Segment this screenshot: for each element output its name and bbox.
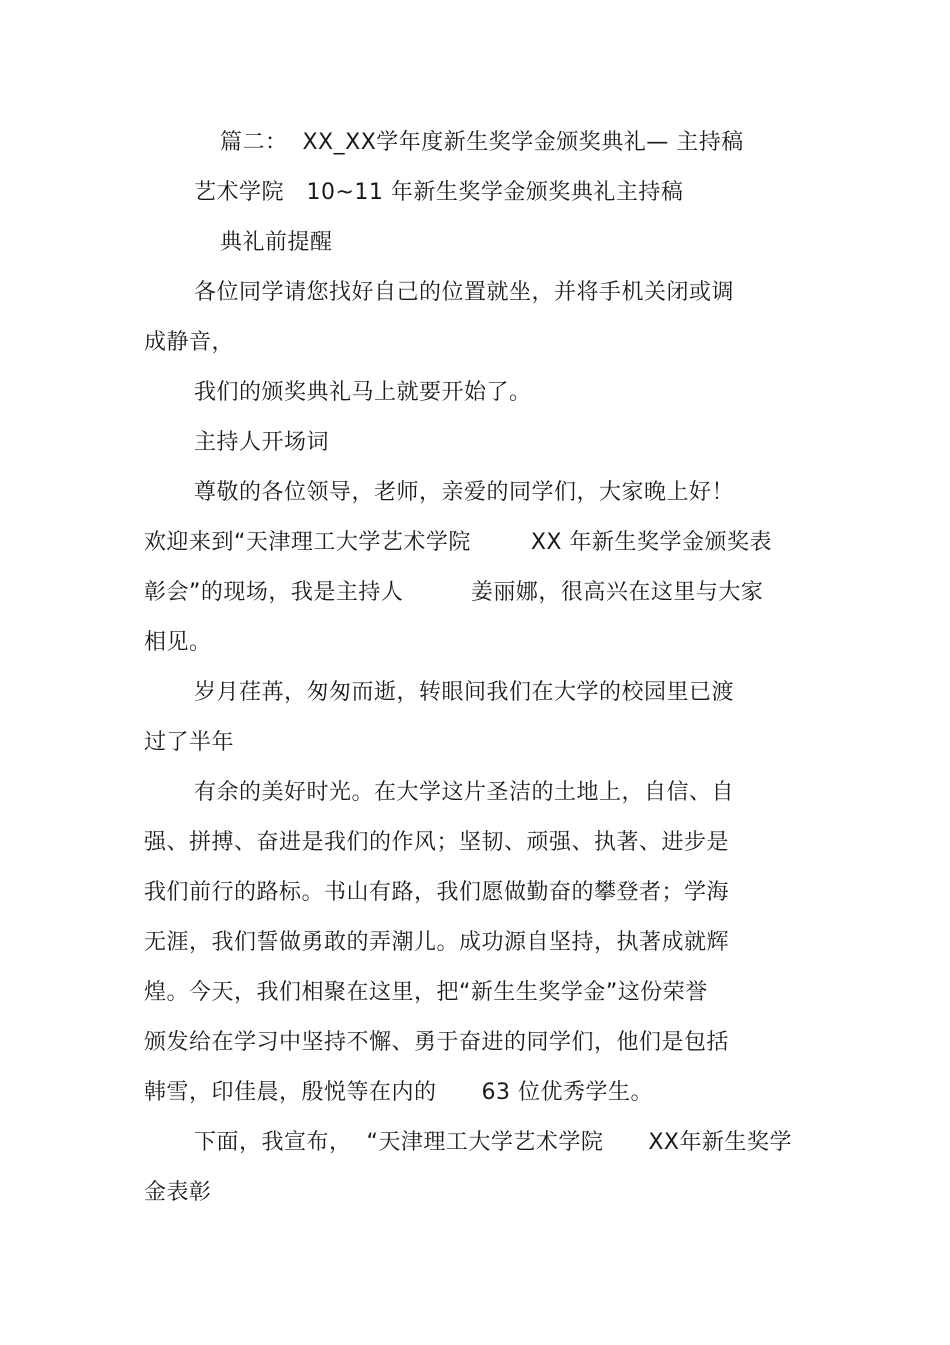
paragraph-line: 金表彰 [144,1180,212,1205]
paragraph-line: 有余的美好时光。在大学这片圣洁的土地上，自信、自 [194,780,735,805]
paragraph-line: 成静音， [144,330,235,355]
paragraph-line: 彰会”的现场，我是主持人 姜丽娜，很高兴在这里与大家 [144,580,764,605]
paragraph-line: 欢迎来到“天津理工大学艺术学院 XX 年新生奖学金颁奖表 [144,530,772,555]
paragraph-line: 无涯，我们誓做勇敢的弄潮儿。成功源自坚持，执著成就辉 [144,930,730,955]
paragraph-line: 岁月荏苒，匆匆而逝，转眼间我们在大学的校园里已渡 [194,680,735,705]
paragraph-line: 相见。 [144,630,212,655]
document-title: 篇二： XX_XX学年度新生奖学金颁奖典礼— 主持稿 [220,130,744,155]
paragraph-line: 韩雪，印佳晨，殷悦等在内的 63 位优秀学生。 [144,1080,653,1105]
paragraph-line: 我们前行的路标。书山有路，我们愿做勤奋的攀登者；学海 [144,880,730,905]
paragraph-line: 各位同学请您找好自己的位置就坐，并将手机关闭或调 [194,280,735,305]
section-heading-opening: 主持人开场词 [194,430,330,455]
paragraph-line: 尊敬的各位领导，老师，亲爱的同学们，大家晚上好！ [194,480,735,505]
section-heading-reminder: 典礼前提醒 [220,230,333,255]
document-subtitle: 艺术学院 10~11 年新生奖学金颁奖典礼主持稿 [194,180,684,205]
paragraph-line: 过了半年 [144,730,235,755]
paragraph-line: 煌。今天，我们相聚在这里，把“新生生奖学金”这份荣誉 [144,980,708,1005]
paragraph-line: 颁发给在学习中坚持不懈、勇于奋进的同学们，他们是包括 [144,1030,730,1055]
paragraph-line: 下面，我宣布， “天津理工大学艺术学院 XX年新生奖学 [194,1130,792,1155]
paragraph-line: 强、拼搏、奋进是我们的作风；坚韧、顽强、执著、进步是 [144,830,730,855]
paragraph-line: 我们的颁奖典礼马上就要开始了。 [194,380,532,405]
